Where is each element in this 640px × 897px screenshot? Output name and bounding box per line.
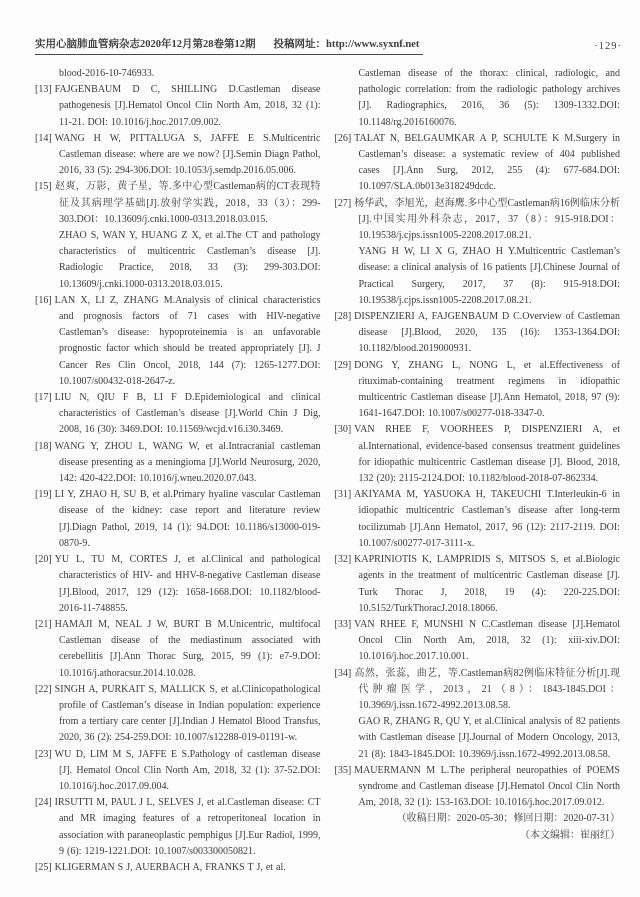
references-right-column	[335, 66, 621, 876]
reference-text: WANG Y, ZHOU L, WANG W, et al.Intracranial castleman disease presenting as a meningioma [J].World Neurosurg, 2020, 142: 420-422.DOI: 10.1016/j.wneu.2020.07.043.	[54, 440, 321, 485]
reference-text: KAPRINIOTIS K, LAMPRIDIS S, MITSOS S, et al.Biologic agents in the treatment of multicentric Castleman disease [J]. Turk Thorac J, 2018, 19 (4): 220-225.DOI: 10.5152/TurkThoracJ.2018.18066.	[354, 554, 620, 614]
reference-entry	[335, 196, 621, 245]
reference-number: [35]	[334, 764, 352, 776]
reference-text: 高然，张蕊，曲艺，等.Castleman病82例临床特征分析[J].现代肿瘤医学，2013，21（8）：1843-1845.DOI：10.3969/j.issn.1672-4992.2013.08.58.	[354, 667, 620, 711]
reference-text: 杨华武，李旭光，赵海鹰.多中心型Castleman病16例临床分析[J].中国实用外科杂志，2017，37（8）：915-918.DOI：10.19538/j.cjps.issn1005-2208.2017.08.21.	[354, 197, 620, 242]
reference-text: MAUERMANN M L.The peripheral neuropathies of POEMS syndrome and Castleman disease [J].Hematol Oncol Clin North Am, 2018, 32 (1): 153-163.DOI: 10.1016/j.hoc.2017.09.012.	[354, 764, 620, 809]
editor-note: （本文编辑：崔丽红）	[520, 829, 620, 841]
reference-entry	[335, 66, 621, 131]
reference-entry	[35, 131, 321, 180]
reference-text: IRSUTTI M, PAUL J L, SELVES J, et al.Castleman disease: CT and MR imaging features of a retroperitoneal location in association with paraneoplastic pemphigus [J].Eur Radiol, 1999, 9 (6): 1219-1221.DOI: 10.1007/s003300050821.	[54, 797, 321, 857]
reference-translation	[335, 244, 621, 309]
reference-entry	[335, 131, 621, 196]
reference-text: blood-2016-10-746933.	[59, 68, 155, 79]
reference-number: [21]	[35, 618, 52, 630]
reference-entry	[35, 390, 321, 439]
reference-text: WANG H W, PITTALUGA S, JAFFE E S.Multicentric Castleman disease: where are we now? [J].Semin Diagn Pathol, 2016, 33 (5): 294-306.DOI: 10.1053/j.semdp.2016.05.006.	[54, 132, 321, 177]
reference-text: VAN RHEE F, VOORHEES P, DISPENZIERI A, et al.International, evidence-based consensus treatment guidelines for idiopathic multicentric Castleman disease [J]. Blood, 2018, 132 (20): 2115-2124.DOI: 10.1182/blood-2018-07-862334.	[354, 424, 620, 485]
reference-text: WU D, LIM M S, JAFFE E S.Pathology of castleman disease [J]. Hematol Oncol Clin North Am, 2018, 32 (1): 37-52.DOI: 10.1016/j.hoc.2017.09.004.	[54, 748, 321, 792]
journal-masthead	[35, 36, 423, 55]
reference-number: [27]	[334, 197, 352, 209]
reference-entry	[335, 358, 621, 423]
reference-number: [34]	[334, 667, 352, 679]
page-header	[35, 36, 622, 55]
reference-entry	[335, 422, 621, 487]
reference-number: [15]	[35, 181, 52, 193]
reference-number: [30]	[334, 424, 352, 436]
received-revised-dates: （收稿日期：2020-05-30；修回日期：2020-07-31）	[396, 813, 620, 825]
reference-entry	[335, 487, 621, 552]
reference-text: LIU N, QIU F B, LI F D.Epidemiological and clinical characteristics of Castleman’s disease [J].World Chin J Dig, 2008, 16 (30): 3469.DOI: 10.11569/wcjd.v16.i30.3469.	[54, 392, 321, 436]
reference-number: [13]	[35, 84, 52, 96]
reference-text: HAMAJI M, NEAL J W, BURT B M.Unicentric, multifocal Castleman disease of the mediastinum associated with cerebellitis [J].Ann Thorac Surg, 2015, 99 (1): e7-9.DOI: 10.1016/j.athoracsur.2014.10.028.	[54, 618, 321, 679]
reference-entry	[35, 860, 321, 876]
reference-text: ZHAO S, WAN Y, HUANG Z X, et al.The CT and pathology characteristics of multicentric Castleman’s disease [J]. Radiologic Practice, 2018, 33 (3): 299-303.DOI: 10.13609/j.cnki.1000-0313.2018.03.015.	[59, 230, 321, 290]
reference-number: [32]	[334, 554, 352, 566]
submission-url: 投稿网址：http://www.syxnf.net	[273, 39, 420, 50]
reference-entry	[335, 666, 621, 715]
reference-entry	[35, 617, 321, 682]
reference-number: [17]	[35, 392, 52, 404]
reference-translation	[335, 714, 621, 763]
reference-entry	[35, 747, 321, 796]
reference-entry	[35, 179, 321, 228]
reference-number: [18]	[35, 440, 52, 452]
reference-text: KLIGERMAN S J, AUERBACH A, FRANKS T J, et al.	[54, 861, 286, 873]
journal-issue-info: 实用心脑肺血管病杂志2020年12月第28卷第12期	[35, 39, 256, 50]
reference-entry	[35, 682, 321, 747]
reference-text: LI Y, ZHAO H, SU B, et al.Primary hyaline vascular Castleman disease of the kidney: case report and literature review [J].Diagn Pathol, 2019, 14 (1): 94.DOI: 10.1186/s13000-019-0870-9.	[54, 489, 321, 549]
reference-number: [20]	[35, 554, 52, 566]
reference-entry	[335, 763, 621, 812]
reference-number: [25]	[35, 861, 52, 873]
reference-number: [14]	[35, 132, 52, 144]
page-number: ·129·	[594, 41, 622, 52]
reference-text: VAN RHEE F, MUNSHI N C.Castleman disease [J].Hematol Oncol Clin North Am, 2018, 32 (1): xiii-xiv.DOI: 10.1016/j.hoc.2017.10.001.	[354, 618, 620, 663]
reference-text: TALAT N, BELGAUMKAR A P, SCHULTE K M.Surgery in Castleman’s disease: a systematic review of 404 published cases [J].Ann Surg, 2012, 255 (4): 677-684.DOI: 10.1097/SLA.0b013e318249dcdc.	[354, 132, 620, 193]
reference-entry	[335, 309, 621, 358]
reference-text: LAN X, LI Z, ZHANG M.Analysis of clinical characteristics and prognosis factors of 71 cases with HIV-negative Castleman’s disease: hypoproteinemia is an unfavorable prognostic factor which should be treated appropriately [J]. J Cancer Res Clin Oncol, 2018, 144 (7): 1265-1277.DOI: 10.1007/s00432-018-2647-z.	[54, 294, 321, 387]
reference-text: YU L, TU M, CORTES J, et al.Clinical and pathological characteristics of HIV- and HHV-8-negative Castleman disease [J].Blood, 2017, 129 (12): 1658-1668.DOI: 10.1182/blood-2016-11-748855.	[54, 554, 321, 614]
reference-number: [24]	[35, 797, 52, 809]
reference-entry	[35, 552, 321, 617]
reference-number: [33]	[334, 618, 352, 630]
reference-number: [16]	[35, 294, 52, 306]
reference-number: [26]	[334, 132, 352, 144]
reference-entry	[35, 293, 321, 390]
reference-number: [31]	[334, 489, 352, 501]
reference-entry	[35, 66, 321, 82]
reference-text: GAO R, ZHANG R, QU Y, et al.Clinical analysis of 82 patients with Castleman disease [J].Journal of Modern Oncology, 2013, 21 (8): 1843-1845.DOI: 10.3969/j.issn.1672-4992.2013.08.58.	[358, 716, 620, 760]
references-section	[35, 66, 620, 876]
reference-entry	[335, 552, 621, 617]
reference-text: 赵爽，万影，黄子星，等.多中心型Castleman病的CT表现特征及其病理学基础[J].放射学实践，2018，33（3）：299-303.DOI：10.13609/j.cnki.1000-0313.2018.03.015.	[54, 181, 321, 225]
reference-number: [22]	[35, 683, 52, 695]
reference-number: [23]	[35, 748, 52, 760]
reference-text: AKIYAMA M, YASUOKA H, TAKEUCHI T.Interleukin-6 in idiopathic multicentric Castleman’s disease after long-term tocilizumab [J].Ann Hematol, 2017, 96 (12): 2117-2119. DOI: 10.1007/s00277-017-3111-x.	[354, 489, 620, 549]
reference-text: DISPENZIERI A, FAJGENBAUM D C.Overview of Castleman disease [J].Blood, 2020, 135 (16): 1353-1364.DOI: 10.1182/blood.2019000931.	[354, 311, 620, 355]
reference-number: [28]	[334, 311, 352, 323]
reference-text: DONG Y, ZHANG L, NONG L, et al.Effectiveness of rituximab-containing treatment regimens in idiopathic multicentric Castleman disease [J].Ann Hematol, 2018, 97 (9): 1641-1647.DOI: 10.1007/s00277-018-3347-0.	[354, 359, 620, 420]
reference-text: FAJGENBAUM D C, SHILLING D.Castleman disease pathogenesis [J].Hematol Oncol Clin North Am, 2018, 32 (1): 11-21. DOI: 10.1016/j.hoc.2017.09.002.	[54, 84, 321, 128]
reference-entry	[35, 795, 321, 860]
reference-number: [19]	[35, 489, 52, 501]
reference-entry	[35, 487, 321, 552]
reference-text: Castleman disease of the thorax: clinical, radiologic, and pathologic correlation: from the radiologic pathology archives [J]. Radiographics, 2016, 36 (5): 1309-1332.DOI: 10.1148/rg.2016160076.	[358, 68, 620, 128]
reference-entry	[335, 617, 621, 666]
reference-text: YANG H W, LI X G, ZHAO H Y.Multicentric Castleman’s disease: a clinical analysis of 16 patients [J].Chinese Journal of Practical Surgery, 2017, 37 (8): 915-918.DOI: 10.19538/j.cjps.issn1005-2208.2017.08.21.	[358, 246, 620, 306]
reference-entry	[35, 82, 321, 131]
reference-text: SINGH A, PURKAIT S, MALLICK S, et al.Clinicopathological profile of Castleman’s disease in Indian population: experience from a tertiary care center [J].Indian J Hematol Blood Transfus, 2020, 36 (2): 254-259.DOI: 10.1007/s12288-019-01191-w.	[54, 683, 321, 744]
references-left-column	[35, 66, 321, 876]
reference-translation	[35, 228, 321, 293]
reference-entry	[35, 439, 321, 488]
reference-number: [29]	[334, 359, 352, 371]
